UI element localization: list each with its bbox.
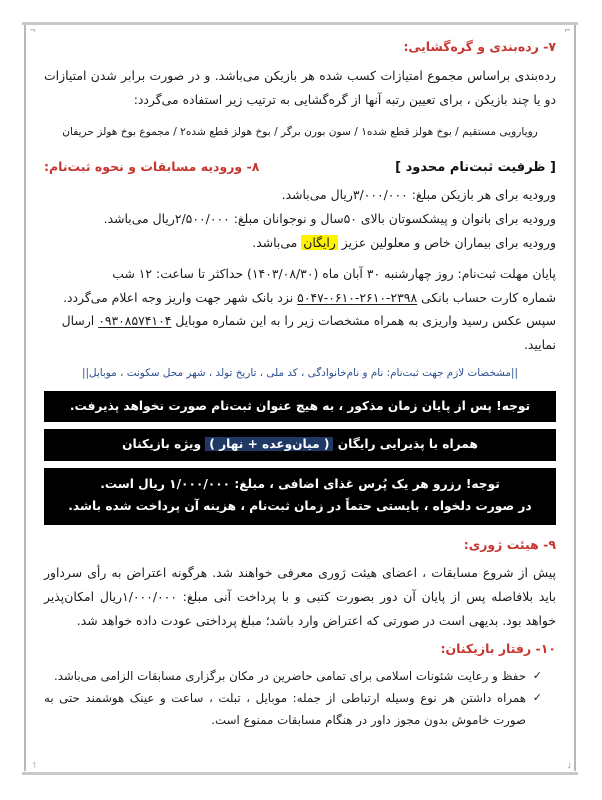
section-heading-conduct: ۱۰- رفتار بازیکنان: <box>440 640 556 656</box>
check-icon: ✓ <box>532 691 542 705</box>
spacer <box>44 357 556 364</box>
spacer <box>44 143 556 158</box>
conduct-rule-text: همراه داشتن هر نوع وسیله ارتباطی از جمله: موبایل ، تبلت ، ساعت و عینک هوشمند حتی به صورت خاموش بدون مجوز داور در هنگام مسابقات ممنوع است. <box>44 691 526 728</box>
spacer <box>44 461 556 468</box>
page-corner-mark-top-left: ¬ <box>29 26 36 35</box>
fee-line-player <box>44 183 556 207</box>
free-entry-highlight: رایگان <box>303 234 336 250</box>
list-item <box>44 666 542 688</box>
bank-card-suffix: نزد بانک شهر جهت واریز وجه اعلام می‌گردد. <box>63 289 298 305</box>
spacer <box>44 384 556 391</box>
spacer <box>44 176 556 183</box>
section-heading-entry-fee: ۸- ورودیه مسابقات و نحوه ثبت‌نام: <box>44 158 260 174</box>
extra-meal-line-2: در صورت دلخواه ، بایستی حتماً در زمان ثبت‌نام ، هزینه آن پرداخت شده باشد. <box>68 498 532 513</box>
catering-prefix: همراه با پذیرایی رایگان <box>333 437 478 452</box>
spacer <box>44 422 556 429</box>
page-corner-mark-bottom-right: ˩ <box>567 761 571 770</box>
bank-card-line <box>44 286 556 310</box>
spacer <box>44 255 556 262</box>
catering-meals-highlight: ( میان‌وعده + نهار ) <box>205 437 333 451</box>
document-page <box>24 25 576 771</box>
jury-paragraph <box>44 561 556 632</box>
banner-catering <box>44 429 556 461</box>
tiebreak-order-line: رویارویی مستقیم / بوخ هولز قطع شده۱ / سون بورن برگر / بوخ هولز قطع شده۲ / مجموع بوخ هولز حریفان <box>62 126 538 139</box>
check-icon: ✓ <box>532 668 542 682</box>
fee-amount-women: ۲/۵۰۰/۰۰۰ <box>174 211 230 227</box>
fee-line-player-prefix: ورودیه برای هر بازیکن مبلغ: <box>407 187 556 203</box>
spacer <box>44 633 556 640</box>
page-corner-mark-top-right: ⌐ <box>564 26 571 35</box>
spacer <box>44 554 556 561</box>
spacer <box>44 31 556 38</box>
catering-suffix: ویژه بازیکنان <box>122 437 206 452</box>
extra-meal-amount: ۱/۰۰۰/۰۰۰ <box>169 477 231 492</box>
fee-line-women-veterans <box>44 207 556 231</box>
section-heading-entry-fee-row <box>44 158 556 177</box>
required-registration-fields: ||مشخصات لازم جهت ثبت‌نام: نام و نام‌خانوادگی ، کد ملی ، تاریخ تولد ، شهر محل سکونت ، موبایل|| <box>81 366 518 379</box>
fee-line-women-prefix: ورودیه برای بانوان و پیشکسوتان بالای ۵۰سال و نوجوانان مبلغ: <box>229 211 556 227</box>
list-item <box>44 688 542 732</box>
page-corner-mark-bottom-left: ˥ <box>32 761 36 770</box>
spacer <box>44 57 556 64</box>
registration-deadline-line: پایان مهلت ثبت‌نام: روز چهارشنبه ۳۰ آبان ماه (۱۴۰۳/۰۸/۳۰) حداکثر تا ساعت: ۱۲ شب <box>112 265 556 281</box>
section-heading-jury: ۹- هیئت ژوری: <box>463 536 556 552</box>
fee-amount-player: ۳/۰۰۰/۰۰۰ <box>352 187 408 203</box>
fee-line-disabled <box>44 231 556 255</box>
conduct-rules-list <box>44 666 556 732</box>
bank-card-prefix: شماره کارت حساب بانکی <box>417 289 556 305</box>
banner-deadline-warning: توجه! پس از پایان زمان مذکور ، به هیچ عنوان ثبت‌نام صورت نخواهد پذیرفت. <box>44 391 556 423</box>
jury-paragraph-part2: ریال امکان‌پذیر خواهد بود. بدیهی است در صورتی که اعتراض وارد باشد؛ مبلغ پرداختی عودت داده خواهد شد. <box>44 589 556 628</box>
spacer <box>44 525 556 536</box>
banner-extra-meal <box>44 468 556 524</box>
fee-line-player-suffix: ریال می‌باشد. <box>281 187 353 203</box>
receipt-prefix: سپس عکس رسید واریزی به همراه مشخصات زیر را به این شماره موبایل <box>171 313 556 329</box>
page-bottom-edge <box>22 772 578 775</box>
capacity-limited-note: [ ظرفیت ثبت‌نام محدود ] <box>395 159 556 175</box>
bank-card-number: ۲۳۹۸-۲۶۱۰-۰۶۱۰-۵۰۴۷ <box>297 289 418 305</box>
fee-line-disabled-suffix: می‌باشد. <box>252 234 302 250</box>
extra-meal-line-1 <box>50 474 550 496</box>
spacer <box>44 659 556 666</box>
extra-meal-suffix: ریال است. <box>100 477 170 492</box>
conduct-rule-text: حفظ و رعایت شئونات اسلامی برای تمامی حاضرین در مکان برگزاری مسابقات الزامی می‌باشد. <box>53 668 526 683</box>
fee-line-women-suffix: ریال می‌باشد. <box>103 211 175 227</box>
contact-mobile-number: ۰۹۳۰۸۵۷۴۱۰۴ <box>98 313 172 329</box>
receipt-instruction-line <box>44 309 556 357</box>
ranking-paragraph: رده‌بندی براساس مجموع امتیازات کسب شده هر بازیکن می‌باشد. و در صورت برابر شدن امتیازات دو یا چند بازیکن ، برای تعیین رتبه آنها از گره‌گشایی به ترتیب زیر استفاده می‌گردد: <box>44 67 556 107</box>
jury-appeal-fee: ۱/۰۰۰/۰۰۰ <box>122 589 177 605</box>
fee-line-disabled-prefix: ورودیه برای بیماران خاص و معلولین عزیز <box>337 234 556 250</box>
section-heading-ranking: ۷- رده‌بندی و گره‌گشایی: <box>403 39 556 54</box>
extra-meal-prefix: توجه! رزرو هر یک پُرس غذای اضافی ، مبلغ: <box>230 477 500 492</box>
receipt-suffix: ارسال نمایید. <box>61 313 556 353</box>
spacer <box>44 111 556 122</box>
jury-paragraph-part1: پیش از شروع مسابقات ، اعضای هیئت ژوری معرفی خواهند شد. هرگونه اعتراض به رأی سرداور باید بلافاصله پس از پایان آن دور بصورت کتبی و با پرداخت آنی مبلغ: <box>44 565 557 605</box>
